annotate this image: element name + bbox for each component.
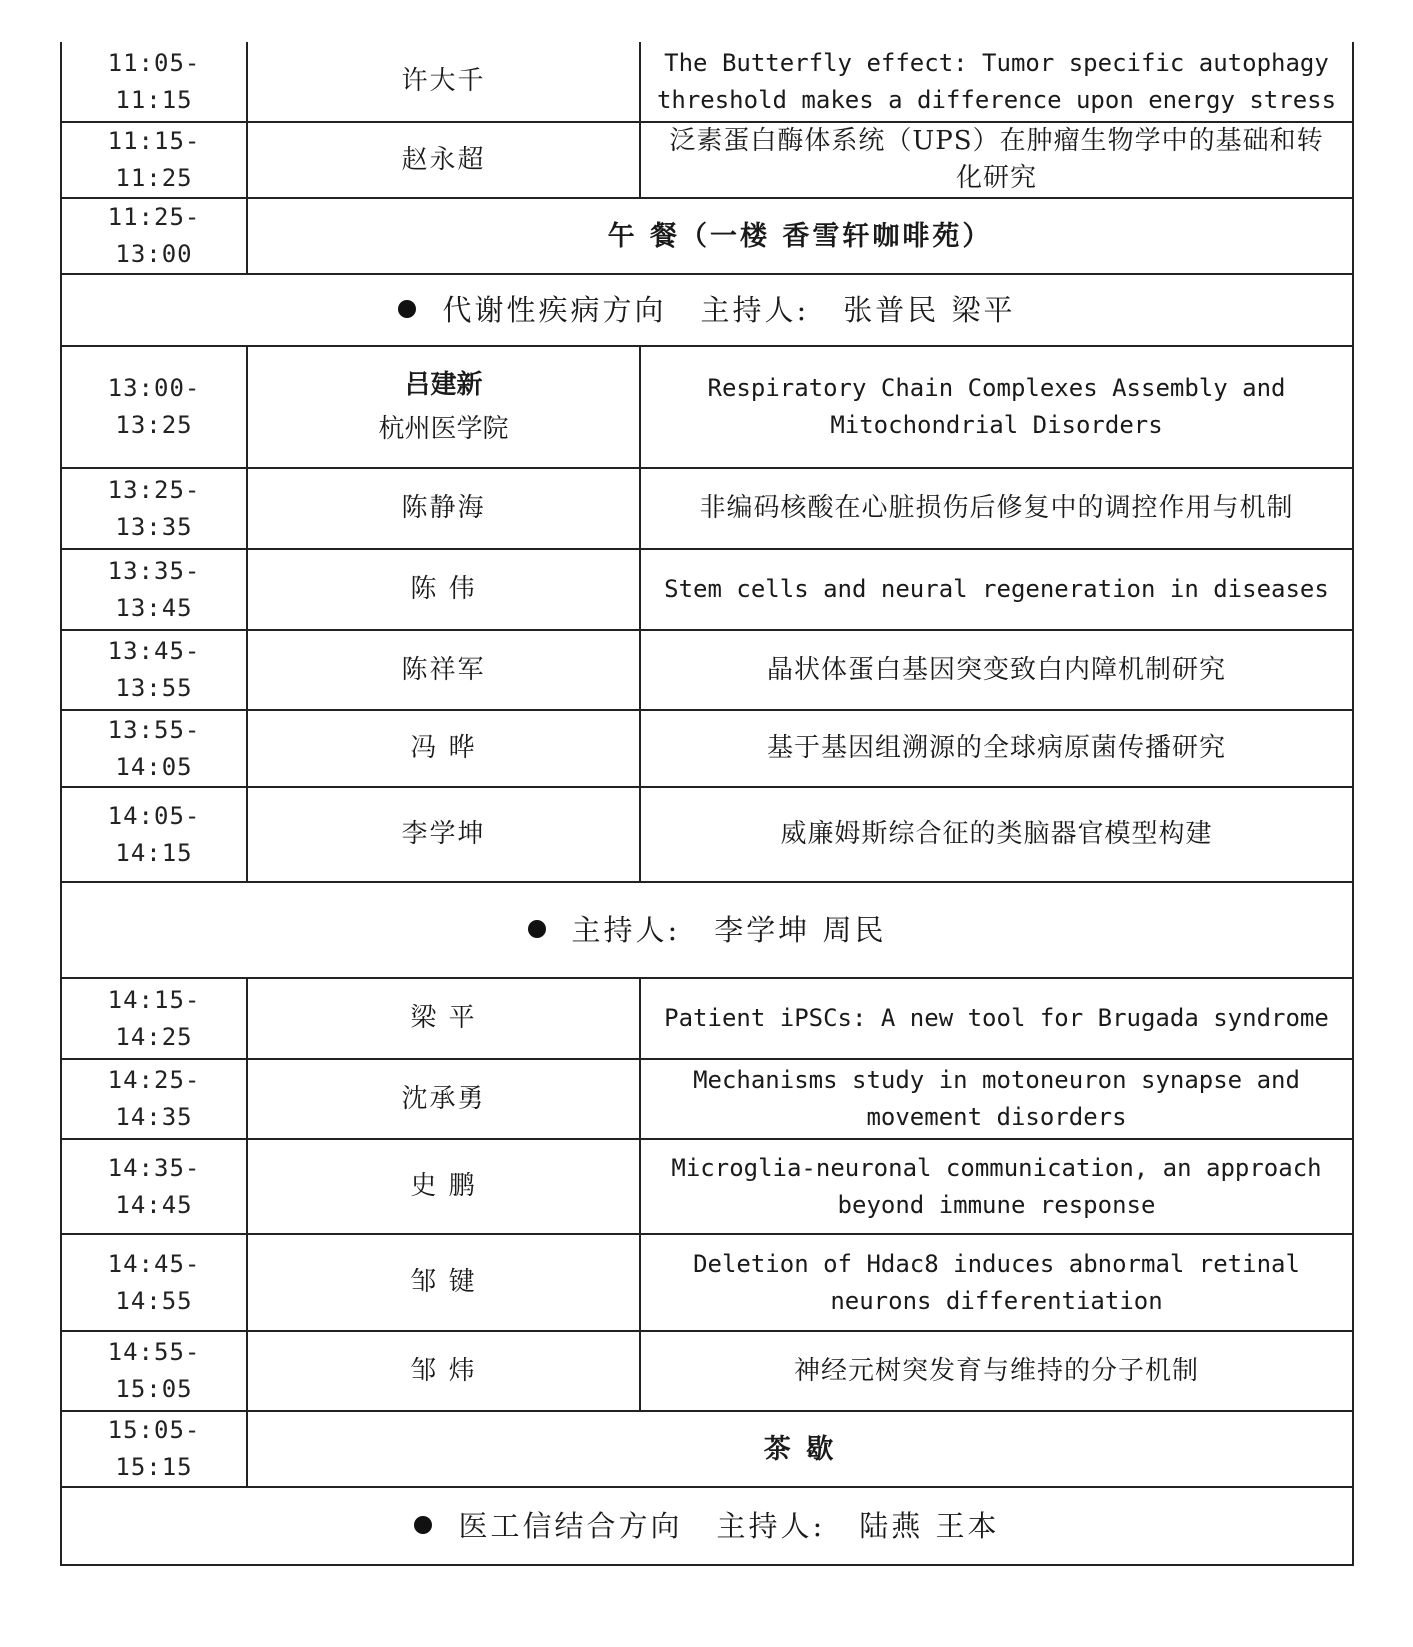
table-row [61,1411,1353,1487]
speaker-cell: 史 鹏 [247,1139,640,1234]
speaker-cell: 李学坤 [247,787,640,882]
speaker-cell: 梁 平 [247,978,640,1059]
talk-title-line: Deletion of Hdac8 induces abnormal retinal [693,1249,1300,1278]
talk-title-cell [640,346,1353,468]
time-cell: 14:05-14:15 [61,787,247,882]
session-header [61,1487,1353,1565]
bullet-icon [528,920,546,938]
bullet-icon [398,300,416,318]
speaker-cell: 陈 伟 [247,549,640,630]
schedule-table [60,42,1354,1566]
time-cell: 14:55-15:05 [61,1331,247,1411]
talk-title-cell: 基于基因组溯源的全球病原菌传播研究 [640,710,1353,787]
talk-title-line: beyond immune response [837,1190,1156,1219]
talk-title-line: Mechanisms study in motoneuron synapse and [693,1066,1300,1094]
session-header [61,274,1353,346]
session-topic: 代谢性疾病方向 [442,292,667,327]
host-label: 主持人: [571,912,681,947]
host-label: 主持人: [700,292,810,327]
speaker-affiliation: 杭州医学院 [378,414,509,444]
time-cell: 15:05-15:15 [61,1411,247,1487]
time-cell: 13:55-14:05 [61,710,247,787]
time-cell: 14:45-14:55 [61,1234,247,1331]
speaker-cell: 陈静海 [247,468,640,549]
speaker-cell: 邹 炜 [247,1331,640,1411]
table-row [61,1059,1353,1139]
talk-title-cell [640,122,1353,198]
table-row [61,468,1353,549]
speaker-cell: 沈承勇 [247,1059,640,1139]
talk-title-cell: 神经元树突发育与维持的分子机制 [640,1331,1353,1411]
talk-title-line: Respiratory Chain Complexes Assembly and [707,374,1286,402]
table-row [61,198,1353,274]
speaker-name: 吕建新 [404,370,483,400]
tea-break-cell: 茶 歇 [247,1411,1353,1487]
time-cell: 14:35-14:45 [61,1139,247,1234]
time-cell: 14:15-14:25 [61,978,247,1059]
table-row [61,978,1353,1059]
time-cell: 11:05-11:15 [61,42,247,122]
table-row [61,42,1353,122]
table-row [61,1234,1353,1331]
time-cell: 13:35-13:45 [61,549,247,630]
speaker-cell: 赵永超 [247,122,640,198]
time-cell: 13:00-13:25 [61,346,247,468]
talk-title-cell: 非编码核酸在心脏损伤后修复中的调控作用与机制 [640,468,1353,549]
talk-title-cell: Patient iPSCs: A new tool for Brugada syndrome [640,978,1353,1059]
talk-title-line: Mitochondrial Disorders [830,411,1163,439]
speaker-cell: 冯 晔 [247,710,640,787]
speaker-cell [247,346,640,468]
session-header [61,882,1353,978]
table-row [61,346,1353,468]
table-row [61,787,1353,882]
talk-title-line: 化研究 [955,163,1037,193]
talk-title-cell: 威廉姆斯综合征的类脑器官模型构建 [640,787,1353,882]
session-hosts: 张普民 梁平 [843,292,1016,327]
session-topic: 医工信结合方向 [458,1508,683,1543]
talk-title-line: Microglia-neuronal communication, an approach [671,1153,1322,1182]
table-row [61,710,1353,787]
talk-title-line: neurons differentiation [830,1286,1163,1315]
talk-title-cell [640,42,1353,122]
lunch-break-cell: 午 餐（一楼 香雪轩咖啡苑） [247,198,1353,274]
time-cell: 13:25-13:35 [61,468,247,549]
speaker-cell: 许大千 [247,42,640,122]
session-hosts: 李学坤 周民 [714,912,887,947]
table-row [61,1331,1353,1411]
session-hosts: 陆燕 王本 [859,1508,1000,1543]
talk-title-cell: Stem cells and neural regeneration in diseases [640,549,1353,630]
table-row [61,549,1353,630]
time-cell: 13:45-13:55 [61,630,247,710]
table-row [61,122,1353,198]
talk-title-line: 泛素蛋白酶体系统（UPS）在肿瘤生物学中的基础和转 [669,126,1324,156]
talk-title-cell [640,1139,1353,1234]
talk-title-line: movement disorders [866,1103,1127,1131]
talk-title-cell: 晶状体蛋白基因突变致白内障机制研究 [640,630,1353,710]
table-row [61,882,1353,978]
table-row [61,1487,1353,1565]
table-row [61,1139,1353,1234]
time-cell: 14:25-14:35 [61,1059,247,1139]
table-row [61,630,1353,710]
table-row [61,274,1353,346]
time-cell: 11:15-11:25 [61,122,247,198]
speaker-cell: 陈祥军 [247,630,640,710]
talk-title-line: threshold makes a difference upon energy stress [656,85,1337,114]
time-cell: 11:25-13:00 [61,198,247,274]
bullet-icon [414,1516,432,1534]
talk-title-cell [640,1059,1353,1139]
speaker-cell: 邹 键 [247,1234,640,1331]
talk-title-line: The Butterfly effect: Tumor specific autophagy [664,48,1329,77]
host-label: 主持人: [716,1508,826,1543]
talk-title-cell [640,1234,1353,1331]
